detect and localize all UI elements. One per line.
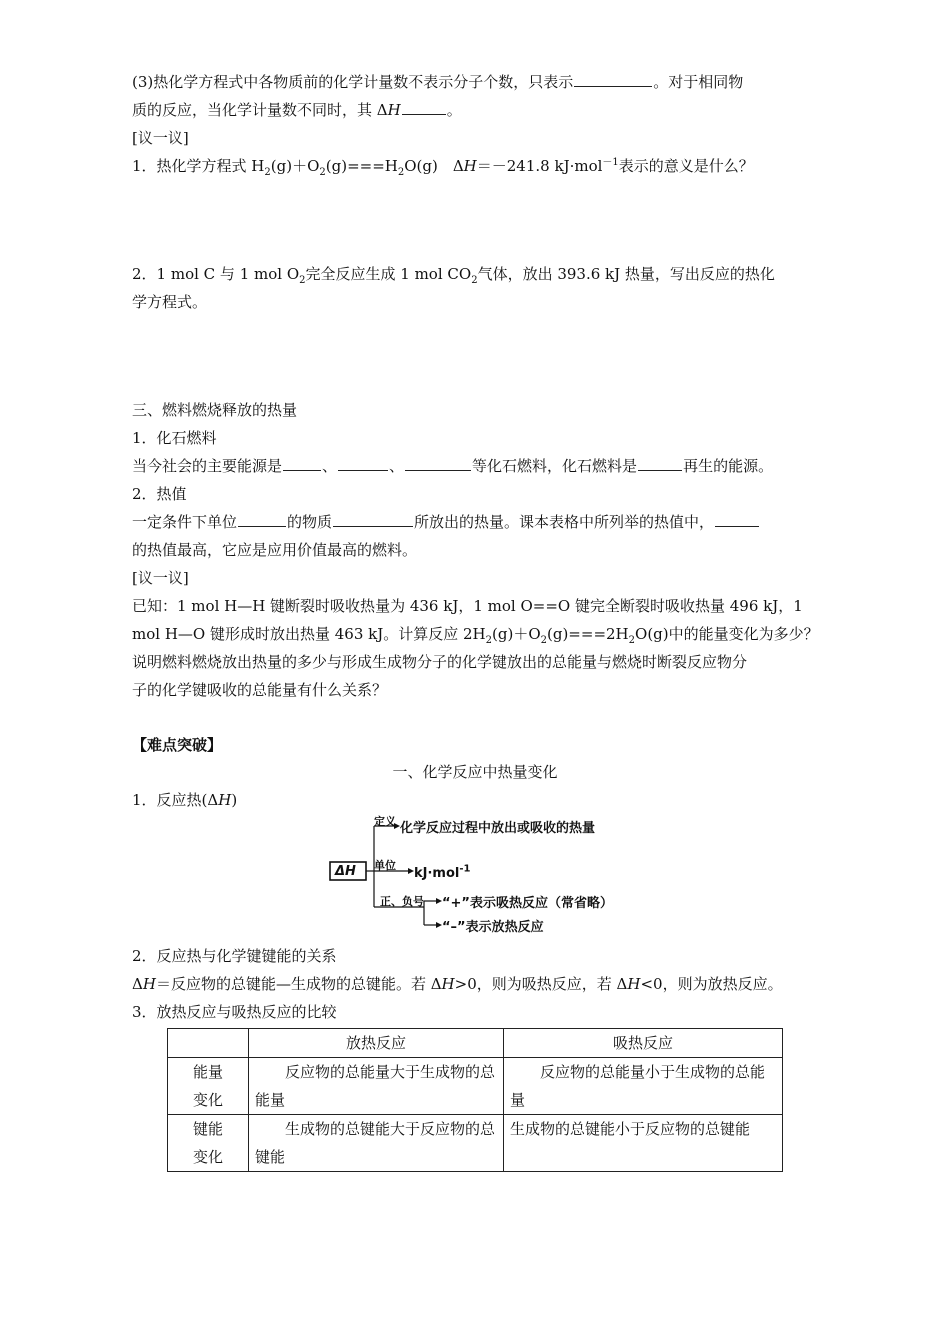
plus-sign-text: “+”表示吸热反应（常省略） bbox=[442, 896, 613, 911]
question-2-line1: 2．1 mol C 与 1 mol $O_2$完全反应生成 1 mol $CO_2$气体，放出 393.6 kJ 热量，写出反应的热化 bbox=[132, 265, 775, 286]
difficulty-item2: 2．反应热与化学键键能的关系 bbox=[132, 947, 337, 965]
section-3-item2: 2．热值 bbox=[132, 485, 187, 503]
known-line3: 说明燃料燃烧放出热量的多少与形成生成物分子的化学键放出的总能量与燃烧时断裂反应物分 bbox=[132, 653, 748, 671]
text: 质的反应，当化学计量数不同时，其 Δ bbox=[132, 101, 388, 119]
table-row bbox=[168, 1058, 783, 1115]
reaction-heat-diagram bbox=[328, 812, 628, 940]
fill-blank[interactable] bbox=[402, 100, 446, 115]
fill-blank[interactable] bbox=[238, 512, 286, 527]
fill-blank[interactable] bbox=[574, 72, 652, 87]
heat-value-line2: 的热值最高，它应是应用价值最高的燃料。 bbox=[132, 541, 418, 559]
unit-text: kJ·mol$^{-1}$ bbox=[414, 863, 471, 881]
difficulty-center-title: 一、化学反应中热量变化 bbox=[392, 763, 558, 781]
fill-blank[interactable] bbox=[283, 456, 321, 471]
paragraph-3-line2 bbox=[132, 100, 462, 120]
known-line4: 子的化学键吸收的总能量有什么关系？ bbox=[132, 681, 388, 699]
fill-blank[interactable] bbox=[338, 456, 388, 471]
table-cell: 生成物的总键能大于反应物的总键能 bbox=[249, 1115, 504, 1172]
table-cell: 生成物的总键能小于反应物的总键能 bbox=[504, 1115, 783, 1172]
branch-sign: 正、负号 bbox=[380, 895, 424, 908]
known-line2: mol H—O 键形成时放出热量 463 kJ。计算反应 $2H_2(g)+O_2(g)===2H_2O(g)$中的能量变化为多少？ bbox=[132, 625, 819, 646]
bond-energy-relation: ΔH＝反应物的总键能—生成物的总键能。若 ΔH>0，则为吸热反应，若 ΔH<0，则为放热反应。 bbox=[132, 975, 783, 993]
heat-value-line1: 一定条件下单位 的物质 所放出的热量。课本表格中所列举的热值中， bbox=[132, 512, 760, 532]
fill-blank[interactable] bbox=[333, 512, 413, 527]
table-header-cell bbox=[168, 1029, 249, 1058]
minus-sign-text: “–”表示放热反应 bbox=[442, 920, 544, 935]
paragraph-3-line1 bbox=[132, 72, 743, 92]
definition-text: 化学反应过程中放出或吸收的热量 bbox=[400, 821, 596, 836]
row-label: 能量 变化 bbox=[168, 1058, 249, 1115]
discuss-heading-1: [议一议] bbox=[132, 129, 189, 147]
text: 。对于相同物 bbox=[653, 73, 744, 91]
question-2-line2: 学方程式。 bbox=[132, 293, 208, 311]
difficulty-item3: 3．放热反应与吸热反应的比较 bbox=[132, 1003, 337, 1021]
known-line1: 已知：1 mol H—H 键断裂时吸收热量为 436 kJ，1 mol O==O 键完全断裂时吸收热量 496 kJ，1 bbox=[132, 597, 803, 615]
table-header-row bbox=[168, 1029, 783, 1058]
branch-definition: 定义 bbox=[374, 815, 396, 828]
comparison-table bbox=[167, 1028, 783, 1172]
table-cell: 反应物的总能量大于生成物的总能量 bbox=[249, 1058, 504, 1115]
fill-blank[interactable] bbox=[638, 456, 682, 471]
difficulty-item1: 1．反应热(ΔH) bbox=[132, 791, 238, 809]
row-label: 键能 变化 bbox=[168, 1115, 249, 1172]
difficulty-heading: 【难点突破】 bbox=[132, 736, 223, 754]
fill-blank[interactable] bbox=[405, 456, 471, 471]
text: (3)热化学方程式中各物质前的化学计量数不表示分子个数，只表示 bbox=[132, 73, 574, 91]
section-3-item1: 1．化石燃料 bbox=[132, 429, 217, 447]
text: 。 bbox=[446, 101, 462, 119]
fossil-fuel-line: 当今社会的主要能源是 、 、 等化石燃料，化石燃料是 再生的能源。 bbox=[132, 457, 774, 475]
section-3-title: 三、燃料燃烧释放的热量 bbox=[132, 401, 298, 419]
table-cell: 反应物的总能量小于生成物的总能量 bbox=[504, 1058, 783, 1115]
table-row bbox=[168, 1115, 783, 1172]
h-symbol: H bbox=[387, 101, 401, 119]
fill-blank[interactable] bbox=[715, 512, 759, 527]
table-header-cell: 放热反应 bbox=[249, 1029, 504, 1058]
branch-unit: 单位 bbox=[374, 859, 396, 872]
delta-h-box-label: ΔH bbox=[335, 864, 356, 879]
discuss-heading-2: [议一议] bbox=[132, 569, 189, 587]
question-1: 1．热化学方程式 $H_2(g)+O_2(g)===H_2O(g)$ ΔH＝－241.8 kJ·mol$^{-1}$表示的意义是什么？ bbox=[132, 157, 754, 178]
table-header-cell: 吸热反应 bbox=[504, 1029, 783, 1058]
